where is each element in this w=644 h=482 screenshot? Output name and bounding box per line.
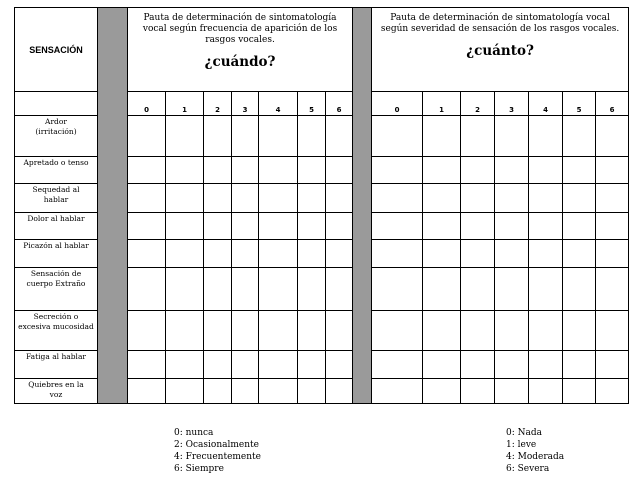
severity-cell[interactable] xyxy=(596,157,629,184)
severity-cell[interactable] xyxy=(529,311,563,351)
legend-item: 0: Nada xyxy=(506,428,542,438)
severity-cell[interactable] xyxy=(596,351,629,379)
severity-cell[interactable] xyxy=(461,213,495,240)
severity-legend xyxy=(506,427,564,475)
symptom-label-text: Dolor al hablar xyxy=(27,214,85,223)
severity-cell[interactable] xyxy=(423,184,461,213)
frequency-cell[interactable] xyxy=(204,184,232,213)
frequency-scale-2: 2 xyxy=(204,92,232,116)
frequency-cell[interactable] xyxy=(326,240,353,268)
frequency-cell[interactable] xyxy=(326,311,353,351)
severity-cell[interactable] xyxy=(495,379,529,404)
frequency-cell[interactable] xyxy=(298,268,326,311)
legend-item: 0: nunca xyxy=(174,428,214,438)
frequency-description: Pauta de determinación de sintomatología vocal según frecuencia de aparición de los rasgos vocales. xyxy=(142,13,338,45)
frequency-cell[interactable] xyxy=(232,268,259,311)
frequency-scale-0: 0 xyxy=(128,92,166,116)
symptom-label-text: Apretado o tenso xyxy=(23,158,89,167)
severity-cell[interactable] xyxy=(423,268,461,311)
severity-cell[interactable] xyxy=(495,240,529,268)
severity-cell[interactable] xyxy=(596,240,629,268)
frequency-cell[interactable] xyxy=(259,379,298,404)
legend-item: 6: Severa xyxy=(506,464,550,474)
severity-scale-2: 2 xyxy=(461,92,495,116)
frequency-cell[interactable] xyxy=(298,184,326,213)
severity-scale-0: 0 xyxy=(372,92,423,116)
frequency-cell[interactable] xyxy=(166,379,204,404)
legend-item: 2: Ocasionalmente xyxy=(174,440,259,450)
severity-cell[interactable] xyxy=(596,268,629,311)
frequency-cell[interactable] xyxy=(128,157,166,184)
symptom-label xyxy=(15,116,98,157)
frequency-scale-4: 4 xyxy=(259,92,298,116)
severity-description: Pauta de determinación de sintomatología vocal según severidad de sensación de los rasgos vocales. xyxy=(380,13,620,34)
frequency-cell[interactable] xyxy=(298,351,326,379)
severity-cell[interactable] xyxy=(563,184,596,213)
frequency-cell[interactable] xyxy=(166,311,204,351)
severity-cell[interactable] xyxy=(529,184,563,213)
frequency-cell[interactable] xyxy=(204,116,232,157)
frequency-scale-6: 6 xyxy=(326,92,353,116)
frequency-cell[interactable] xyxy=(204,157,232,184)
symptom-label xyxy=(15,213,98,240)
symptom-label-text: Secreción o excesiva mucosidad xyxy=(18,312,94,331)
severity-scale-4: 4 xyxy=(529,92,563,116)
severity-header xyxy=(372,8,629,92)
severity-cell[interactable] xyxy=(372,213,423,240)
frequency-cell[interactable] xyxy=(298,157,326,184)
frequency-cell[interactable] xyxy=(166,240,204,268)
frequency-cell[interactable] xyxy=(259,351,298,379)
symptom-label-text: Picazón al hablar xyxy=(23,241,89,250)
severity-scale-3: 3 xyxy=(495,92,529,116)
severity-cell[interactable] xyxy=(529,268,563,311)
symptom-label-text: Quiebres en la voz xyxy=(28,380,84,399)
frequency-cell[interactable] xyxy=(128,184,166,213)
frequency-cell[interactable] xyxy=(128,213,166,240)
severity-cell[interactable] xyxy=(563,240,596,268)
severity-cell[interactable] xyxy=(596,184,629,213)
severity-cell[interactable] xyxy=(596,311,629,351)
severity-cell[interactable] xyxy=(529,379,563,404)
severity-cell[interactable] xyxy=(529,240,563,268)
frequency-cell[interactable] xyxy=(232,184,259,213)
frequency-scale-5: 5 xyxy=(298,92,326,116)
severity-cell[interactable] xyxy=(563,379,596,404)
symptom-label-text: Fatiga al hablar xyxy=(25,352,87,361)
frequency-cell[interactable] xyxy=(128,240,166,268)
frequency-cell[interactable] xyxy=(128,379,166,404)
frequency-cell[interactable] xyxy=(326,351,353,379)
frequency-cell[interactable] xyxy=(298,116,326,157)
symptom-table xyxy=(14,7,629,404)
severity-scale-6: 6 xyxy=(596,92,629,116)
frequency-cell[interactable] xyxy=(204,240,232,268)
severity-cell[interactable] xyxy=(563,351,596,379)
severity-cell[interactable] xyxy=(461,268,495,311)
severity-cell[interactable] xyxy=(563,213,596,240)
frequency-cell[interactable] xyxy=(232,116,259,157)
symptom-label xyxy=(15,157,98,184)
severity-cell[interactable] xyxy=(372,184,423,213)
frequency-cell[interactable] xyxy=(232,311,259,351)
symptom-label xyxy=(15,351,98,379)
frequency-cell[interactable] xyxy=(259,268,298,311)
frequency-cell[interactable] xyxy=(204,351,232,379)
symptom-label xyxy=(15,311,98,351)
severity-cell[interactable] xyxy=(495,157,529,184)
frequency-cell[interactable] xyxy=(232,213,259,240)
severity-cell[interactable] xyxy=(461,184,495,213)
severity-cell[interactable] xyxy=(495,351,529,379)
symptom-label xyxy=(15,379,98,404)
severity-cell[interactable] xyxy=(423,311,461,351)
symptom-label-text: Sequedad al hablar xyxy=(32,185,80,204)
frequency-cell[interactable] xyxy=(232,379,259,404)
severity-cell[interactable] xyxy=(495,213,529,240)
frequency-cell[interactable] xyxy=(259,240,298,268)
severity-cell[interactable] xyxy=(461,351,495,379)
frequency-cell[interactable] xyxy=(298,240,326,268)
frequency-cell[interactable] xyxy=(259,311,298,351)
frequency-cell[interactable] xyxy=(128,351,166,379)
frequency-header xyxy=(128,8,353,92)
legend-item: 4: Frecuentemente xyxy=(174,452,261,462)
severity-cell[interactable] xyxy=(461,311,495,351)
frequency-cell[interactable] xyxy=(204,268,232,311)
frequency-cell[interactable] xyxy=(128,268,166,311)
frequency-scale-1: 1 xyxy=(166,92,204,116)
severity-cell[interactable] xyxy=(529,157,563,184)
symptom-label xyxy=(15,184,98,213)
severity-cell[interactable] xyxy=(372,351,423,379)
frequency-cell[interactable] xyxy=(128,116,166,157)
frequency-cell[interactable] xyxy=(298,379,326,404)
frequency-cell[interactable] xyxy=(204,213,232,240)
frequency-cell[interactable] xyxy=(326,379,353,404)
frequency-cell[interactable] xyxy=(259,116,298,157)
severity-cell[interactable] xyxy=(423,116,461,157)
frequency-cell[interactable] xyxy=(204,311,232,351)
severity-cell[interactable] xyxy=(563,157,596,184)
frequency-cell[interactable] xyxy=(259,184,298,213)
severity-cell[interactable] xyxy=(423,351,461,379)
frequency-legend xyxy=(174,427,261,475)
severity-cell[interactable] xyxy=(372,311,423,351)
symptom-label xyxy=(15,268,98,311)
legend-item: 4: Moderada xyxy=(506,452,565,462)
scale-label-empty xyxy=(15,92,98,116)
frequency-cell[interactable] xyxy=(259,213,298,240)
severity-cell[interactable] xyxy=(423,157,461,184)
frequency-cell[interactable] xyxy=(298,311,326,351)
frequency-cell[interactable] xyxy=(166,116,204,157)
frequency-cell[interactable] xyxy=(232,157,259,184)
symptom-label-text: Sensación de cuerpo Extraño xyxy=(26,269,86,288)
frequency-cell[interactable] xyxy=(326,184,353,213)
symptom-label-text: Ardor (irritación) xyxy=(35,117,77,136)
severity-cell[interactable] xyxy=(461,157,495,184)
severity-cell[interactable] xyxy=(372,268,423,311)
symptom-label xyxy=(15,240,98,268)
frequency-cell[interactable] xyxy=(166,184,204,213)
frequency-cell[interactable] xyxy=(128,311,166,351)
frequency-cell[interactable] xyxy=(298,213,326,240)
severity-cell[interactable] xyxy=(563,311,596,351)
legend-item: 1: leve xyxy=(506,440,537,450)
frequency-cell[interactable] xyxy=(166,268,204,311)
frequency-cell[interactable] xyxy=(326,213,353,240)
severity-cell[interactable] xyxy=(596,379,629,404)
frequency-cell[interactable] xyxy=(166,157,204,184)
severity-cell[interactable] xyxy=(563,116,596,157)
severity-cell[interactable] xyxy=(461,116,495,157)
gray-separator-left xyxy=(98,8,128,404)
frequency-cell[interactable] xyxy=(204,379,232,404)
sensacion-header: SENSACIÓN xyxy=(15,8,98,92)
severity-question: ¿cuánto? xyxy=(466,43,534,59)
frequency-cell[interactable] xyxy=(326,116,353,157)
legend-item: 6: Siempre xyxy=(174,464,224,474)
severity-cell[interactable] xyxy=(423,379,461,404)
frequency-cell[interactable] xyxy=(166,213,204,240)
severity-cell[interactable] xyxy=(596,213,629,240)
severity-cell[interactable] xyxy=(372,379,423,404)
frequency-cell[interactable] xyxy=(326,157,353,184)
frequency-cell[interactable] xyxy=(259,157,298,184)
severity-cell[interactable] xyxy=(423,240,461,268)
severity-cell[interactable] xyxy=(529,213,563,240)
frequency-cell[interactable] xyxy=(166,351,204,379)
severity-scale-5: 5 xyxy=(563,92,596,116)
severity-cell[interactable] xyxy=(372,157,423,184)
frequency-question: ¿cuándo? xyxy=(204,54,276,70)
severity-cell[interactable] xyxy=(563,268,596,311)
gray-separator-middle xyxy=(353,8,372,404)
severity-cell[interactable] xyxy=(372,240,423,268)
severity-cell[interactable] xyxy=(495,311,529,351)
severity-cell[interactable] xyxy=(372,116,423,157)
severity-cell[interactable] xyxy=(529,351,563,379)
severity-cell[interactable] xyxy=(423,213,461,240)
frequency-cell[interactable] xyxy=(232,351,259,379)
severity-cell[interactable] xyxy=(461,240,495,268)
severity-cell[interactable] xyxy=(495,184,529,213)
frequency-scale-3: 3 xyxy=(232,92,259,116)
severity-cell[interactable] xyxy=(461,379,495,404)
severity-cell[interactable] xyxy=(495,268,529,311)
severity-cell[interactable] xyxy=(596,116,629,157)
severity-cell[interactable] xyxy=(495,116,529,157)
severity-cell[interactable] xyxy=(529,116,563,157)
severity-scale-1: 1 xyxy=(423,92,461,116)
frequency-cell[interactable] xyxy=(232,240,259,268)
frequency-cell[interactable] xyxy=(326,268,353,311)
